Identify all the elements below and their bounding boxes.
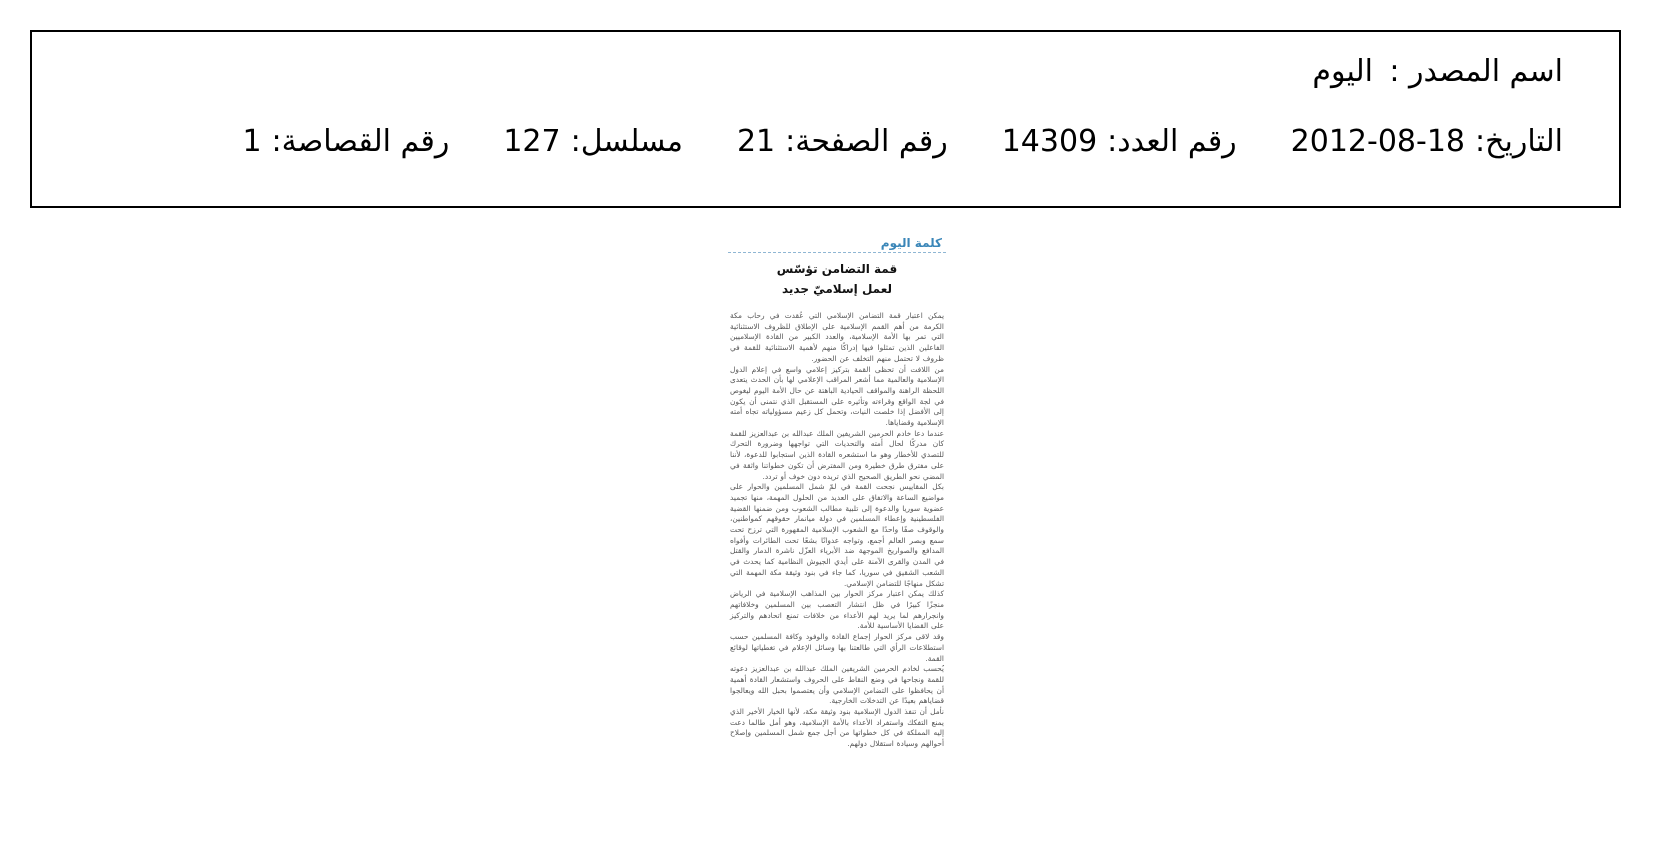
serial-label: مسلسل:: [570, 124, 683, 159]
article-paragraph: عندما دعا خادم الحرمين الشريفين الملك عبدالله بن عبدالعزيز للقمة كان مدركًا لحال أمته والتحديات التي تواجهها وضرورة التحرك للتصدي للأخطار وهو ما استشعره القادة الذين استجابوا للدعوة، لأننا على مفترق طرق خطيرة ومن المفترض أن تكون خطواتنا واثقة في المضي نحو الطريق الصحيح الذي تريده دون خوف أو تردد.: [730, 428, 944, 481]
headline-line-1: قمة التضامن تؤسّس: [776, 262, 898, 276]
article-paragraph: من اللافت أن تحظى القمة بتركيز إعلامي واسع في إعلام الدول الإسلامية والعالمية مما أشعر المراقب الإعلامي لها بأن الحدث يتعدى اللحظة الراهنة والمواقف الحيادية الباهتة عن حال الأمة اليوم ليغوص في لجة الواقع وقراءته وتأثيره على المستقبل الذي نتمنى أن يكون إلى الأفضل إذا خلصت النيات، وتحمل كل زعيم مسؤولياته تجاه أمته الإسلامية وقضاياها.: [730, 364, 944, 428]
page-value: 21: [736, 124, 776, 159]
issue-value: 14309: [1001, 124, 1098, 159]
article-paragraph: نأمل أن تنفذ الدول الإسلامية بنود وثيقة مكة، لأنها الخيار الأخير الذي يمنع التفكك واستفراد الأعداء بالأمة الإسلامية، وهو أمل طالما دعت إليه المملكة في كل خطواتها من أجل جمع شمل المسلمين وإصلاح أحوالهم وسيادة استقلال دولهم.: [730, 707, 944, 749]
article-paragraph: بكل المقاييس نجحت القمة في لمّ شمل المسلمين والحوار على مواضيع الساعة والاتفاق على العديد من الحلول المهمة، منها تجميد عضوية سوريا والدعوة إلى تلبية مطالب الشعوب ومن ضمنها القضية الفلسطينية وإعطاء المسلمين في دولة ميانمار حقوقهم كمواطنين، والوقوف صفًا واحدًا مع الشعوب الإسلامية المقهورة التي ترزح تحت سمع وبصر العالم أجمع، وتواجه عدوانًا بشعًا تحت الطائرات وأفواه المدافع والصواريخ الموجهة ضد الأبرياء العزّل ناشرة الدمار والقتل في المدن والقرى الآمنة على أيدي الجيوش النظامية كما يحدث في الشعب الشقيق في سوريا، كما جاء في بنود وثيقة مكة المهمة التي تشكل منهاجًا للتضامن الإسلامي.: [730, 482, 944, 588]
date-label: التاريخ:: [1475, 124, 1563, 159]
page-label: رقم الصفحة:: [785, 124, 948, 159]
clip-number-label: رقم القصاصة:: [271, 124, 450, 159]
details-row: [242, 124, 1563, 159]
date-value: 2012-08-18: [1290, 124, 1466, 159]
serial-field: [503, 124, 683, 159]
metadata-box: [30, 30, 1621, 208]
source-value: اليوم: [1312, 54, 1373, 89]
article-paragraph: كذلك يمكن اعتبار مركز الحوار بين المذاهب الإسلامية في الرياض منجزًا كبيرًا في ظل انتشار التعصب بين المسلمين وخلافاتهم وانجرارهم لما يريد لهم الأعداء من خلافات تمنع اتحادهم والتركيز على القضايا الأساسية للأمة.: [730, 589, 944, 631]
article-paragraph: وقد لاقى مركز الحوار إجماع القادة والوفود وكافة المسلمين حسب استطلاعات الرأي التي طالعتنا بها وسائل الإعلام في تغطياتها لوقائع القمة.: [730, 632, 944, 663]
article-body: [728, 311, 946, 750]
date-field: [1291, 124, 1563, 159]
headline-line-2: لعمل إسلاميّ جديد: [781, 282, 892, 296]
source-label: اسم المصدر :: [1389, 54, 1563, 89]
newspaper-clipping: [728, 234, 946, 834]
issue-field: [1002, 124, 1237, 159]
article-headline: [728, 259, 946, 299]
issue-label: رقم العدد:: [1107, 124, 1237, 159]
source-row: [1312, 54, 1563, 89]
article-paragraph: يُحسب لخادم الحرمين الشريفين الملك عبدالله بن عبدالعزيز دعوته للقمة ونجاحها في وضع النقاط على الحروف واستشعار القادة أهمية أن يحافظوا على التضامن الإسلامي وأن يعتصموا بحبل الله ويعالجوا قضاياهم بعيدًا عن التدخلات الخارجية.: [730, 664, 944, 706]
clip-number-field: [242, 124, 449, 159]
article-paragraph: يمكن اعتبار قمة التضامن الإسلامي التي عُقدت في رحاب مكة الكرمة من أهم القمم الإسلامية على الإطلاق للظروف الاستثنائية التي تمر بها الأمة الإسلامية، والعدد الكبير من القادة الإسلاميين الفاعلين الذين تمثلوا فيها إدراكًا منهم لأهمية الاستثنائية للقمة في ظروف لا تحتمل منهم التخلف عن الحضور.: [730, 311, 944, 363]
clip-number-value: 1: [242, 124, 262, 159]
page-field: [737, 124, 948, 159]
serial-value: 127: [503, 124, 561, 159]
column-kicker: كلمة اليوم: [728, 234, 946, 253]
